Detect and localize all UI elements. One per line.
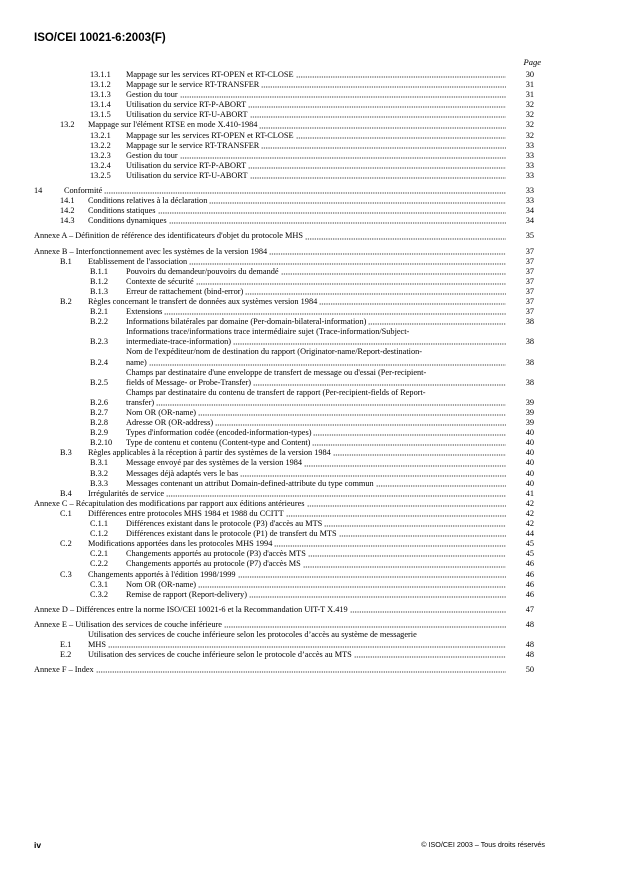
toc-entry-page: 35: [525, 231, 534, 241]
toc-entry: [34, 509, 534, 519]
toc-entry-page: 32: [525, 130, 534, 140]
toc-entry-number: B.2.8: [90, 418, 108, 428]
toc-entry-page: 45: [525, 549, 534, 559]
toc-entry-title: Gestion du tour: [126, 90, 178, 100]
toc-entry-page: 38: [525, 317, 534, 327]
page-column-label: Page: [523, 57, 541, 67]
dot-leader: [196, 278, 506, 285]
toc-entry-number: 13.2: [60, 120, 75, 130]
dot-leader: [304, 460, 506, 467]
toc-entry: [34, 70, 534, 80]
dot-leader: [215, 419, 506, 426]
dot-leader: [324, 520, 506, 527]
toc-entry-title: Irrégularités de service: [88, 488, 165, 498]
toc-entry-title: Contexte de sécurité: [126, 276, 194, 286]
toc-entry-page: 38: [525, 357, 534, 367]
toc-entry-page: 40: [525, 458, 534, 468]
toc-entry-number: B.1.3: [90, 286, 108, 296]
toc-entry-page: 32: [525, 120, 534, 130]
toc-entry-page: 33: [525, 150, 534, 160]
toc-entry-page: 46: [525, 559, 534, 569]
toc-entry-number: B.2.10: [90, 438, 113, 448]
toc-entry: [34, 267, 534, 277]
toc-entry: [34, 549, 534, 559]
dot-leader: [313, 429, 506, 436]
dot-leader: [180, 152, 506, 159]
dot-leader: [149, 359, 506, 366]
toc-entry: [34, 277, 534, 287]
toc-entry-page: 34: [525, 206, 534, 216]
toc-entry-number: B.2.9: [90, 428, 108, 438]
toc-entry: [34, 171, 534, 181]
dot-leader: [296, 132, 506, 139]
dot-leader: [376, 480, 506, 487]
toc-entry-page: 34: [525, 216, 534, 226]
toc-entry-number: 14.2: [60, 206, 75, 216]
toc-entry-number: C.2.2: [90, 559, 108, 569]
toc-entry-title: Conditions statiques: [88, 206, 156, 216]
toc-entry-title: Message envoyé par des systèmes de la version 1984: [126, 458, 303, 468]
toc-entry: [34, 196, 534, 206]
toc-entry-title: Utilisation du service RT-P-ABORT: [126, 100, 247, 110]
dot-leader: [303, 561, 506, 568]
toc-entry-number: 13.1.3: [90, 90, 111, 100]
toc-entry: [34, 90, 534, 100]
toc-entry-title: Informations trace/informations trace intermédiaire sujet (Trace-information/Subject-: [126, 327, 410, 337]
dot-leader: [180, 91, 506, 98]
toc-entry-title: Annexe E – Utilisation des services de couche inférieure: [34, 619, 222, 629]
toc-entry-title: Utilisation du service RT-U-ABORT: [126, 110, 248, 120]
dot-leader: [261, 81, 506, 88]
toc-entry-title: Messages contenant un attribut Domain-defined-attribute du type commun: [126, 478, 374, 488]
toc-entry: [34, 630, 534, 650]
toc-entry-number: C.2: [60, 539, 72, 549]
toc-entry-page: 37: [525, 296, 534, 306]
toc-entry: [34, 257, 534, 267]
toc-entry-page: 37: [525, 276, 534, 286]
toc-entry-page: 42: [525, 519, 534, 529]
toc-entry-number: C.1.2: [90, 529, 108, 539]
dot-leader: [156, 399, 506, 406]
toc-entry-page: 37: [525, 266, 534, 276]
dot-leader: [261, 142, 506, 149]
toc-entry-page: 31: [525, 80, 534, 90]
toc-entry: [34, 80, 534, 90]
dot-leader: [296, 71, 506, 78]
toc-entry-page: 50: [525, 665, 534, 675]
toc-entry-number: 13.2.4: [90, 160, 111, 170]
toc-entry: [34, 216, 534, 226]
toc-entry-title: Changements apportés au protocole (P7) d'accès MS: [126, 559, 301, 569]
toc-entry-title: Nom de l'expéditeur/nom de destination du rapport (Originator-name/Report-destination-: [126, 347, 423, 357]
toc-entry-title: Modifications apportées dans les protocoles MHS 1994: [88, 539, 273, 549]
toc-entry-number: B.4: [60, 488, 72, 498]
toc-entry-page: 33: [525, 160, 534, 170]
toc-entry-title: Champs par destinataire du contenu de transfert de rapport (Per-recipient-fields of Report-: [126, 387, 426, 397]
dot-leader: [350, 606, 506, 613]
toc-entry-page: 37: [525, 246, 534, 256]
toc-entry-page: 46: [525, 589, 534, 599]
toc-entry-title: Mappage sur le service RT-TRANSFER: [126, 80, 260, 90]
toc-entry-page: 47: [525, 604, 534, 614]
toc-entry: [34, 206, 534, 216]
toc-entry-title: Etablissement de l'association: [88, 256, 188, 266]
toc-entry: [34, 559, 534, 569]
toc-entry-page: 42: [525, 498, 534, 508]
toc-entry: [34, 458, 534, 468]
toc-entry: [34, 539, 534, 549]
toc-entry-title: Mappage sur les services RT-OPEN et RT-CLOSE: [126, 70, 294, 79]
toc-entry-number: B.2.6: [90, 397, 108, 407]
dot-leader: [224, 621, 506, 628]
toc-entry-number: 13.2.1: [90, 130, 111, 140]
toc-entry-page: 37: [525, 307, 534, 317]
toc-entry: [34, 131, 534, 141]
toc-entry-number: 13.1.1: [90, 70, 111, 79]
dot-leader: [233, 338, 506, 345]
copyright-notice: © ISO/CEI 2003 – Tous droits réservés: [421, 840, 545, 849]
toc-entry: [34, 231, 534, 241]
toc-entry-number: B.1: [60, 256, 72, 266]
dot-leader: [312, 439, 506, 446]
toc-entry-title: Mappage sur le service RT-TRANSFER: [126, 140, 260, 150]
toc-entry-page: 44: [525, 529, 534, 539]
toc-entry: [34, 418, 534, 428]
toc-entry-number: 13.1.4: [90, 100, 111, 110]
toc-entry-page: 48: [525, 650, 534, 660]
toc-entry-number: 14.3: [60, 216, 75, 226]
toc-entry-number: C.2.1: [90, 549, 108, 559]
toc-entry-title: Conditions relatives à la déclaration: [88, 196, 208, 206]
toc-entry-page: 40: [525, 428, 534, 438]
toc-entry-number: B.3.3: [90, 478, 108, 488]
toc-entry-page: 46: [525, 569, 534, 579]
toc-entry-title: Pouvoirs du demandeur/pouvoirs du demandé: [126, 266, 279, 276]
toc-entry-page: 42: [525, 508, 534, 518]
toc-entry: [34, 287, 534, 297]
document-header: ISO/CEI 10021-6:2003(F): [34, 32, 166, 44]
toc-entry-page: 48: [525, 619, 534, 629]
toc-entry-page: 33: [525, 170, 534, 180]
dot-leader: [368, 318, 506, 325]
toc-entry-title: Messages déjà adaptés vers le bas: [126, 468, 239, 478]
dot-leader: [249, 591, 506, 598]
toc-entry-title: Gestion du tour: [126, 150, 178, 160]
toc-entry-title-continued: fields of Message- or Probe-Transfer): [126, 377, 252, 387]
toc-entry-title: Différences existant dans le protocole (P1) de transfert du MTS: [126, 529, 337, 539]
dot-leader: [240, 470, 506, 477]
toc-entry-number: E.2: [60, 650, 72, 660]
toc-entry-page: 37: [525, 256, 534, 266]
toc-entry: [34, 665, 534, 675]
toc-entry: [34, 580, 534, 590]
toc-entry-number: 13.2.2: [90, 140, 111, 150]
toc-entry-page: 45: [525, 539, 534, 549]
toc-entry-page: 37: [525, 286, 534, 296]
dot-leader: [286, 510, 506, 517]
toc-entry: [34, 479, 534, 489]
toc-entry-page: 41: [525, 488, 534, 498]
table-of-contents: [34, 70, 534, 675]
dot-leader: [274, 540, 506, 547]
toc-entry-number: B.2.2: [90, 317, 108, 327]
toc-entry-number: B.2: [60, 296, 72, 306]
toc-entry-title: Type de contenu et contenu (Content-type and Content): [126, 438, 311, 448]
dot-leader: [308, 550, 506, 557]
toc-entry: [34, 428, 534, 438]
toc-entry-title-continued: name): [126, 357, 147, 367]
toc-entry-number: B.3.2: [90, 468, 108, 478]
toc-entry-page: 33: [525, 196, 534, 206]
toc-entry-title-continued: intermediate-trace-information): [126, 337, 232, 347]
dot-leader: [209, 197, 506, 204]
toc-entry: [34, 317, 534, 327]
toc-entry-number: B.3: [60, 448, 72, 458]
dot-leader: [259, 122, 506, 129]
toc-entry-page: 39: [525, 418, 534, 428]
dot-leader: [104, 187, 506, 194]
toc-entry-number: 13.2.5: [90, 170, 111, 180]
toc-entry-page: 30: [525, 70, 534, 79]
toc-entry: [34, 297, 534, 307]
toc-entry-number: 14.1: [60, 196, 75, 206]
toc-entry-title: Changements apportés au protocole (P3) d'accès MTS: [126, 549, 306, 559]
toc-entry-title: Différences entre protocoles MHS 1984 et 1988 du CCITT: [88, 508, 284, 518]
toc-entry-title: Utilisation du service RT-U-ABORT: [126, 170, 248, 180]
toc-entry-page: 39: [525, 408, 534, 417]
toc-entry-page: 38: [525, 377, 534, 387]
toc-entry: [34, 590, 534, 600]
dot-leader: [253, 379, 506, 386]
toc-entry-number: C.3: [60, 569, 72, 579]
toc-entry-title: Annexe F – Index: [34, 665, 94, 675]
dot-leader: [307, 500, 507, 507]
toc-entry-number: 13.2.3: [90, 150, 111, 160]
toc-entry-number: 13.1.5: [90, 110, 111, 120]
dot-leader: [248, 162, 506, 169]
toc-entry-number: C.3.1: [90, 579, 108, 589]
toc-entry-title: Erreur de rattachement (bind-error): [126, 286, 244, 296]
toc-entry: [34, 489, 534, 499]
toc-entry-title: Règles concernant le transfert de données aux systèmes version 1984: [88, 296, 318, 306]
toc-entry: [34, 448, 534, 458]
toc-entry-number: B.2.4: [90, 357, 108, 367]
toc-entry-page: 40: [525, 438, 534, 448]
toc-entry-title: Règles applicables à la réception à partir des systèmes de la version 1984: [88, 448, 331, 458]
dot-leader: [245, 288, 506, 295]
toc-entry-title: Utilisation du service RT-P-ABORT: [126, 160, 247, 170]
toc-entry-number: B.2.3: [90, 337, 108, 347]
toc-entry-page: 38: [525, 337, 534, 347]
dot-leader: [164, 308, 506, 315]
dot-leader: [250, 172, 506, 179]
toc-entry: [34, 529, 534, 539]
toc-entry-title: Annexe D – Différences entre la norme ISO/CEI 10021-6 et la Recommandation UIT-T X.419: [34, 604, 348, 614]
toc-entry-title: Utilisation des services de couche inférieure selon les protocoles d’accès au système de messagerie: [88, 629, 417, 639]
toc-entry: [34, 388, 534, 408]
toc-entry-page: 40: [525, 468, 534, 478]
toc-entry-title: Conditions dynamiques: [88, 216, 167, 226]
toc-entry-page: 46: [525, 579, 534, 589]
toc-entry: [34, 327, 534, 347]
toc-entry-number: C.3.2: [90, 589, 108, 599]
toc-entry-number: E.1: [60, 640, 72, 650]
toc-entry-title: Adresse OR (OR-address): [126, 418, 214, 428]
toc-entry-page: 40: [525, 448, 534, 458]
toc-entry: [34, 141, 534, 151]
dot-leader: [166, 490, 506, 497]
toc-entry-number: B.2.7: [90, 408, 108, 417]
toc-entry-page: 48: [525, 640, 534, 650]
toc-entry: [34, 499, 534, 509]
toc-entry-title: Annexe C – Récapitulation des modifications par rapport aux éditions antérieures: [34, 498, 305, 508]
toc-entry: [34, 519, 534, 529]
toc-entry-number: B.2.1: [90, 307, 108, 317]
toc-entry: [34, 570, 534, 580]
toc-entry: [34, 186, 534, 196]
dot-leader: [108, 641, 506, 648]
dot-leader: [96, 666, 506, 673]
dot-leader: [354, 651, 506, 658]
toc-entry-page: 40: [525, 478, 534, 488]
toc-entry-page: 32: [525, 100, 534, 110]
toc-entry: [34, 368, 534, 388]
toc-entry: [34, 469, 534, 479]
toc-entry: [34, 408, 534, 418]
dot-leader: [339, 530, 506, 537]
toc-entry: [34, 650, 534, 660]
toc-entry-number: C.1.1: [90, 519, 108, 529]
dot-leader: [238, 571, 506, 578]
toc-entry-number: B.2.5: [90, 377, 108, 387]
dot-leader: [319, 298, 506, 305]
toc-entry-title: Extensions: [126, 307, 163, 317]
toc-entry: [34, 100, 534, 110]
toc-entry-title: Nom OR (OR-name): [126, 408, 197, 417]
toc-entry: [34, 120, 534, 130]
toc-entry-title: Utilisation des services de couche inférieure selon le protocole d’accès au MTS: [88, 650, 352, 660]
toc-entry-title: Différences existant dans le protocole (P3) d'accès au MTS: [126, 519, 323, 529]
dot-leader: [305, 233, 506, 240]
toc-entry-title: Nom OR (OR-name): [126, 579, 197, 589]
dot-leader: [281, 268, 506, 275]
dot-leader: [333, 449, 506, 456]
toc-entry-title: Annexe B – Interfonctionnement avec les systèmes de la version 1984: [34, 246, 268, 256]
dot-leader: [198, 581, 506, 588]
toc-entry: [34, 438, 534, 448]
toc-entry-page: 33: [525, 140, 534, 150]
toc-entry-title: Changements apportés à l'édition 1998/1999: [88, 569, 236, 579]
toc-entry: [34, 347, 534, 367]
toc-entry-title: Remise de rapport (Report-delivery): [126, 589, 247, 599]
toc-entry-page: 32: [525, 110, 534, 120]
toc-entry: [34, 247, 534, 257]
dot-leader: [248, 101, 506, 108]
toc-entry-title: Champs par destinataire d'une enveloppe de transfert de message ou d'essai (Per-recipient-: [126, 367, 427, 377]
toc-entry: [34, 151, 534, 161]
dot-leader: [198, 409, 506, 416]
dot-leader: [158, 207, 506, 214]
toc-entry-title: Mappage sur les services RT-OPEN et RT-CLOSE: [126, 130, 294, 140]
toc-entry: [34, 161, 534, 171]
toc-entry-title-continued: MHS: [88, 640, 106, 650]
toc-entry-title: Annexe A – Définition de référence des identificateurs d'objet du protocole MHS: [34, 231, 303, 241]
toc-entry-title: Informations bilatérales par domaine (Per-domain-bilateral-information): [126, 317, 367, 327]
toc-entry: [34, 605, 534, 615]
toc-entry-number: C.1: [60, 508, 72, 518]
toc-entry-number: B.3.1: [90, 458, 108, 468]
toc-entry-title: Mappage sur l'élément RTSE en mode X.410-1984: [88, 120, 258, 130]
toc-entry-number: B.1.2: [90, 276, 108, 286]
dot-leader: [189, 258, 506, 265]
toc-entry: [34, 620, 534, 630]
toc-entry-page: 31: [525, 90, 534, 100]
toc-entry-page: 39: [525, 397, 534, 407]
toc-entry-page: 33: [525, 186, 534, 196]
toc-entry-number: 13.1.2: [90, 80, 111, 90]
toc-entry-number: 14: [34, 186, 43, 196]
dot-leader: [250, 111, 506, 118]
toc-entry-number: B.1.1: [90, 266, 108, 276]
toc-entry-title-continued: transfer): [126, 397, 155, 407]
toc-entry: [34, 110, 534, 120]
toc-entry: [34, 307, 534, 317]
page-number: iv: [34, 840, 42, 850]
toc-entry-title: Types d'information codée (encoded-information-types): [126, 428, 312, 438]
toc-entry-title: Conformité: [64, 186, 103, 196]
dot-leader: [169, 217, 506, 224]
dot-leader: [269, 248, 506, 255]
